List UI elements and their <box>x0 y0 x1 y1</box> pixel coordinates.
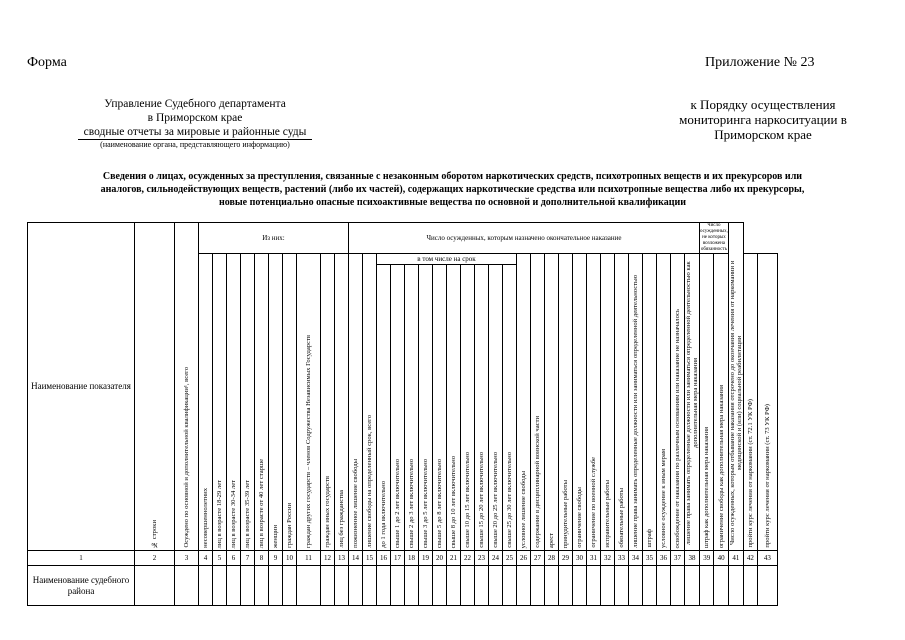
col-number: 14 <box>349 551 363 566</box>
data-cell[interactable] <box>255 566 269 606</box>
col-number: 9 <box>269 551 283 566</box>
col-number: 21 <box>447 551 461 566</box>
col-number: 39 <box>700 551 714 566</box>
col-number: 10 <box>283 551 297 566</box>
data-cell[interactable] <box>135 566 175 606</box>
col-number: 40 <box>714 551 728 566</box>
col-restriction: ограничение свободы <box>573 254 587 551</box>
col-cis-citizens: граждан других государств – членов Содружества Независимых Государств <box>297 254 321 551</box>
col-number: 43 <box>757 551 777 566</box>
data-cell[interactable] <box>615 566 629 606</box>
col-number: 29 <box>559 551 573 566</box>
col-number: 2 <box>135 551 175 566</box>
data-cell[interactable] <box>489 566 503 606</box>
header-row-number: № строки <box>135 223 175 551</box>
caption-line-3: новые потенциально опасные психоактивные вещества по основной и дополнительной квалификации <box>218 197 687 208</box>
header-indicator: Наименование показателя <box>28 223 135 551</box>
col-military-restriction: ограничение по военной службе <box>587 254 601 551</box>
data-cell[interactable] <box>321 566 335 606</box>
organization-block <box>30 97 360 149</box>
col-term-2-3: свыше 2 до 3 лет включительно <box>405 265 419 551</box>
col-number: 8 <box>255 551 269 566</box>
col-women: женщин <box>269 254 283 551</box>
col-number: 4 <box>199 551 213 566</box>
data-cell[interactable] <box>643 566 657 606</box>
col-number: 24 <box>489 551 503 566</box>
col-number: 28 <box>545 551 559 566</box>
col-age-35-39: лиц в возрасте 35-39 лет <box>241 254 255 551</box>
data-cell[interactable] <box>657 566 671 606</box>
col-number: 33 <box>615 551 629 566</box>
header-deferral: Число осужденных, которым отбывание наказания отсрочено до окончания лечения от наркомании и медицинской и (или) социальной реабилитации <box>728 223 743 551</box>
data-cell[interactable] <box>559 566 573 606</box>
col-restriction-additional: ограничение свободы как дополнительная мера наказания <box>714 254 728 551</box>
data-cell[interactable] <box>297 566 321 606</box>
col-number: 11 <box>297 551 321 566</box>
order-reference <box>628 97 898 142</box>
col-number: 13 <box>335 551 349 566</box>
col-fixed-term: лишение свободы на определенный срок, всего <box>363 254 377 551</box>
col-foreign-citizens: граждан иных государств <box>321 254 335 551</box>
data-cell[interactable] <box>419 566 433 606</box>
col-stateless: лиц без гражданства <box>335 254 349 551</box>
col-arrest: арест <box>545 254 559 551</box>
data-cell[interactable] <box>377 566 391 606</box>
org-line-2: в Приморском крае <box>147 112 243 124</box>
data-cell[interactable] <box>175 566 199 606</box>
data-cell[interactable] <box>728 566 743 606</box>
col-correctional: исправительные работы <box>601 254 615 551</box>
col-term-8-10: свыше 8 до 10 лет включительно <box>447 265 461 551</box>
data-cell[interactable] <box>629 566 643 606</box>
header-of-them: Из них: <box>199 223 349 254</box>
data-cell[interactable] <box>573 566 587 606</box>
col-number: 1 <box>28 551 135 566</box>
col-number: 6 <box>227 551 241 566</box>
data-cell[interactable] <box>335 566 349 606</box>
org-line-1: Управление Судебного департамента <box>104 98 286 110</box>
col-exemption: освобождение от наказания по различным основаниям или наказание не назначалось <box>671 254 685 551</box>
col-number: 32 <box>601 551 615 566</box>
col-treatment-73: пройти курс лечения от наркомании (ст. 73 УК РФ) <box>757 254 777 551</box>
col-conditional-other: условное осуждение к иным мерам <box>657 254 671 551</box>
column-number-row <box>28 551 778 566</box>
org-line-3: сводные отчеты за мировые и районные суды <box>78 125 313 140</box>
col-number: 35 <box>643 551 657 566</box>
data-cell[interactable] <box>363 566 377 606</box>
data-cell[interactable] <box>587 566 601 606</box>
col-russian-citizens: граждан России <box>283 254 297 551</box>
data-cell[interactable] <box>461 566 475 606</box>
col-mandatory-work: обязательные работы <box>615 254 629 551</box>
col-term-3-5: свыше 3 до 5 лет включительно <box>419 265 433 551</box>
col-number: 37 <box>671 551 685 566</box>
header-treatment-duty: Число осужденных, не которых возложена обязанность <box>700 223 728 252</box>
caption-line-1: Сведения о лицах, осужденных за преступления, связанные с незаконным оборотом наркотических средств, психотропных веществ и их прекурсоров или <box>102 171 803 182</box>
col-number: 3 <box>175 551 199 566</box>
col-number: 41 <box>728 551 743 566</box>
col-term-up-to-1: до 1 года включительно <box>377 265 391 551</box>
appendix-number: Приложение № 23 <box>705 55 815 70</box>
data-cell[interactable] <box>199 566 213 606</box>
data-cell[interactable] <box>405 566 419 606</box>
col-number: 26 <box>517 551 531 566</box>
col-number: 12 <box>321 551 335 566</box>
data-cell[interactable] <box>503 566 517 606</box>
document-caption <box>20 170 885 209</box>
col-conditional: условное лишение свободы <box>517 254 531 551</box>
data-cell[interactable] <box>517 566 531 606</box>
data-cell[interactable] <box>283 566 297 606</box>
col-number: 25 <box>503 551 517 566</box>
col-disciplinary: содержание в дисциплинарной воинской части <box>531 254 545 551</box>
col-number: 27 <box>531 551 545 566</box>
col-fine-additional: штраф как дополнительная мера наказания <box>700 254 714 551</box>
col-term-25-30: свыше 25 до 30 лет включительно <box>503 265 517 551</box>
data-row-district <box>28 566 778 606</box>
col-deprivation-rights: лишение права занимать определенные должности или заниматься определенной деятельностью <box>629 254 643 551</box>
col-term-10-15: свыше 10 до 15 лет включительно <box>461 265 475 551</box>
col-number: 7 <box>241 551 255 566</box>
col-age-40-plus: лиц в возрасте от 40 лет старше <box>255 254 269 551</box>
col-term-15-20: свыше 15 до 20 лет включительно <box>475 265 489 551</box>
col-fine: штраф <box>643 254 657 551</box>
data-cell[interactable] <box>743 566 757 606</box>
data-cell[interactable] <box>349 566 363 606</box>
col-number: 22 <box>461 551 475 566</box>
data-cell[interactable] <box>714 566 728 606</box>
col-term-20-25: свыше 20 до 25 лет включительно <box>489 265 503 551</box>
data-cell[interactable] <box>700 566 714 606</box>
col-number: 15 <box>363 551 377 566</box>
col-number: 34 <box>629 551 643 566</box>
col-number: 42 <box>743 551 757 566</box>
data-cell[interactable] <box>241 566 255 606</box>
data-cell[interactable] <box>391 566 405 606</box>
col-number: 23 <box>475 551 489 566</box>
data-cell[interactable] <box>601 566 615 606</box>
data-cell[interactable] <box>227 566 241 606</box>
data-cell[interactable] <box>447 566 461 606</box>
header-incl-term: в том числе на срок <box>377 254 517 265</box>
data-cell[interactable] <box>213 566 227 606</box>
col-number: 30 <box>573 551 587 566</box>
col-minors: несовершеннолетних <box>199 254 213 551</box>
header-punishment: Число осужденных, которым назначено окончательное наказание <box>349 223 700 254</box>
col-number: 5 <box>213 551 227 566</box>
report-table <box>27 222 778 606</box>
data-cell[interactable] <box>531 566 545 606</box>
order-line-1: к Порядку осуществления <box>690 97 836 112</box>
col-age-18-29: лиц в возрасте 18-29 лет <box>213 254 227 551</box>
form-label: Форма <box>27 55 67 70</box>
data-cell[interactable] <box>757 566 777 606</box>
data-cell[interactable] <box>685 566 700 606</box>
data-cell[interactable] <box>433 566 447 606</box>
order-line-3: Приморском крае <box>714 127 812 142</box>
order-line-2: мониторинга наркоситуации в <box>679 112 847 127</box>
data-cell[interactable] <box>269 566 283 606</box>
col-term-1-2: свыше 1 до 2 лет включительно <box>391 265 405 551</box>
col-number: 18 <box>405 551 419 566</box>
col-age-30-34: лиц в возрасте 30-34 лет <box>227 254 241 551</box>
col-forced-labor: принудительные работы <box>559 254 573 551</box>
col-number: 16 <box>377 551 391 566</box>
col-number: 19 <box>419 551 433 566</box>
col-number: 38 <box>685 551 700 566</box>
col-number: 31 <box>587 551 601 566</box>
col-term-5-8: свыше 5 до 8 лет включительно <box>433 265 447 551</box>
col-lifetime: пожизненное лишение свободы <box>349 254 363 551</box>
data-cell[interactable] <box>475 566 489 606</box>
col-number: 36 <box>657 551 671 566</box>
row-label-district: Наименование судебного района <box>28 566 135 606</box>
header-convicted-total: Осуждено по основной и дополнительной квалификации¹, всего <box>175 223 199 551</box>
data-cell[interactable] <box>671 566 685 606</box>
col-treatment-72-1: пройти курс лечения от наркомании (ст. 72.1 УК РФ) <box>743 254 757 551</box>
org-note: (наименование органа, представляющего информацию) <box>100 140 290 149</box>
caption-line-2: аналогов, сильнодействующих веществ, растений (либо их частей), содержащих наркотические средства или психотропные вещества либо их прекурсоры, <box>100 184 805 195</box>
col-number: 17 <box>391 551 405 566</box>
col-number: 20 <box>433 551 447 566</box>
col-deprivation-additional: лишение права занимать определенные должности или заниматься определенной деятельностью как дополнительная мера наказания <box>685 254 700 551</box>
data-cell[interactable] <box>545 566 559 606</box>
